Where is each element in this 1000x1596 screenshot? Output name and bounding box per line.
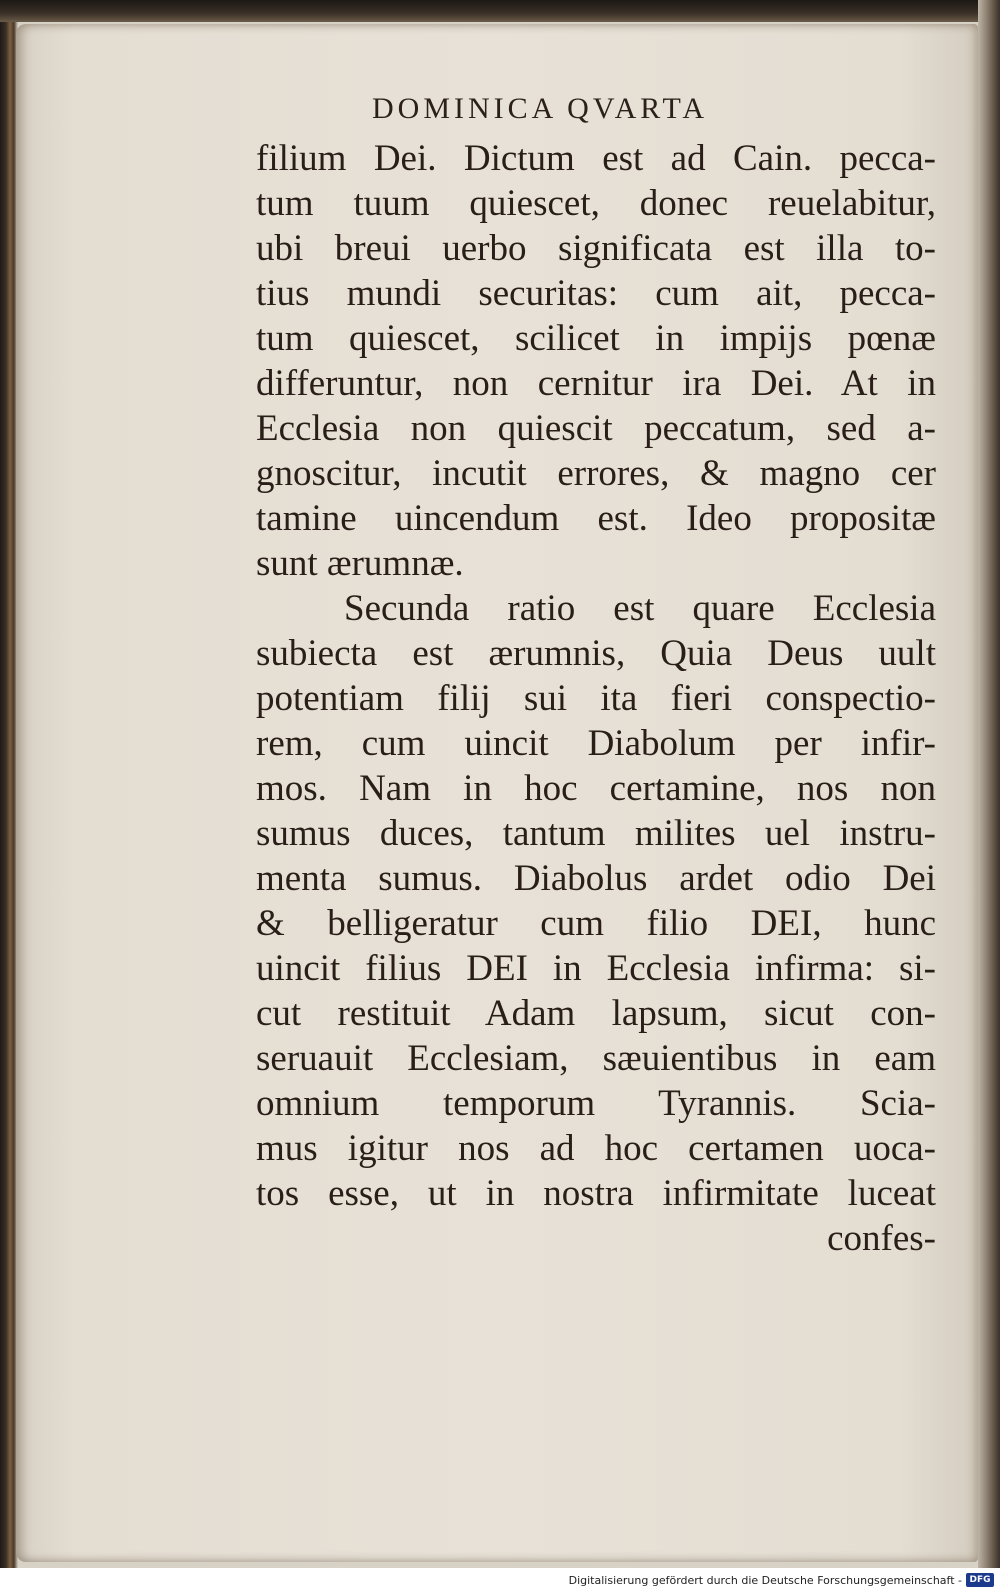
text-line: Ecclesia non quiescit peccatum, sed a- [256, 408, 936, 449]
text-line: filium Dei. Dictum est ad Cain. pecca- [256, 138, 936, 179]
text-line: uincit filius DEI in Ecclesia infirma: si- [256, 948, 936, 989]
text-line: tum quiescet, scilicet in impijs pœnæ [256, 318, 936, 359]
running-head: DOMINICA QVARTA [372, 92, 709, 125]
text-line: ubi breui uerbo significata est illa to- [256, 228, 936, 269]
text-line: tius mundi securitas: cum ait, pecca- [256, 273, 936, 314]
text-line: tos esse, ut in nostra infirmitate luceat [256, 1173, 936, 1214]
text-line: tamine uincendum est. Ideo propositæ [256, 498, 936, 539]
text-line: sumus duces, tantum milites uel instru- [256, 813, 936, 854]
digitization-footer [0, 1568, 1000, 1596]
text-line: menta sumus. Diabolus ardet odio Dei [256, 858, 936, 899]
text-line: & belligeratur cum filio DEI, hunc [256, 903, 936, 944]
book-top-edge [0, 0, 1000, 22]
text-line: cut restituit Adam lapsum, sicut con- [256, 993, 936, 1034]
text-line: rem, cum uincit Diabolum per infir- [256, 723, 936, 764]
catchword: confes- [827, 1218, 936, 1259]
text-block [256, 136, 936, 1261]
footer-credit: Digitalisierung gefördert durch die Deutsche Forschungsgemeinschaft - [568, 1574, 962, 1587]
dfg-logo-icon: DFG [966, 1573, 994, 1587]
text-line: omnium temporum Tyrannis. Scia- [256, 1083, 936, 1124]
page-right-edge [978, 0, 1000, 1568]
text-line: tum tuum quiescet, donec reuelabitur, [256, 183, 936, 224]
text-line: differuntur, non cernitur ira Dei. At in [256, 363, 936, 404]
text-line: Secunda ratio est quare Ecclesia [344, 588, 936, 629]
text-line: gnoscitur, incutit errores, & magno cer [256, 453, 936, 494]
text-line: subiecta est ærumnis, Quia Deus uult [256, 633, 936, 674]
text-line: seruauit Ecclesiam, sæuientibus in eam [256, 1038, 936, 1079]
text-line: mos. Nam in hoc certamine, nos non [256, 768, 936, 809]
text-line: mus igitur nos ad hoc certamen uoca- [256, 1128, 936, 1169]
text-line: potentiam filij sui ita fieri conspectio- [256, 678, 936, 719]
text-line: sunt ærumnæ. [256, 543, 464, 584]
